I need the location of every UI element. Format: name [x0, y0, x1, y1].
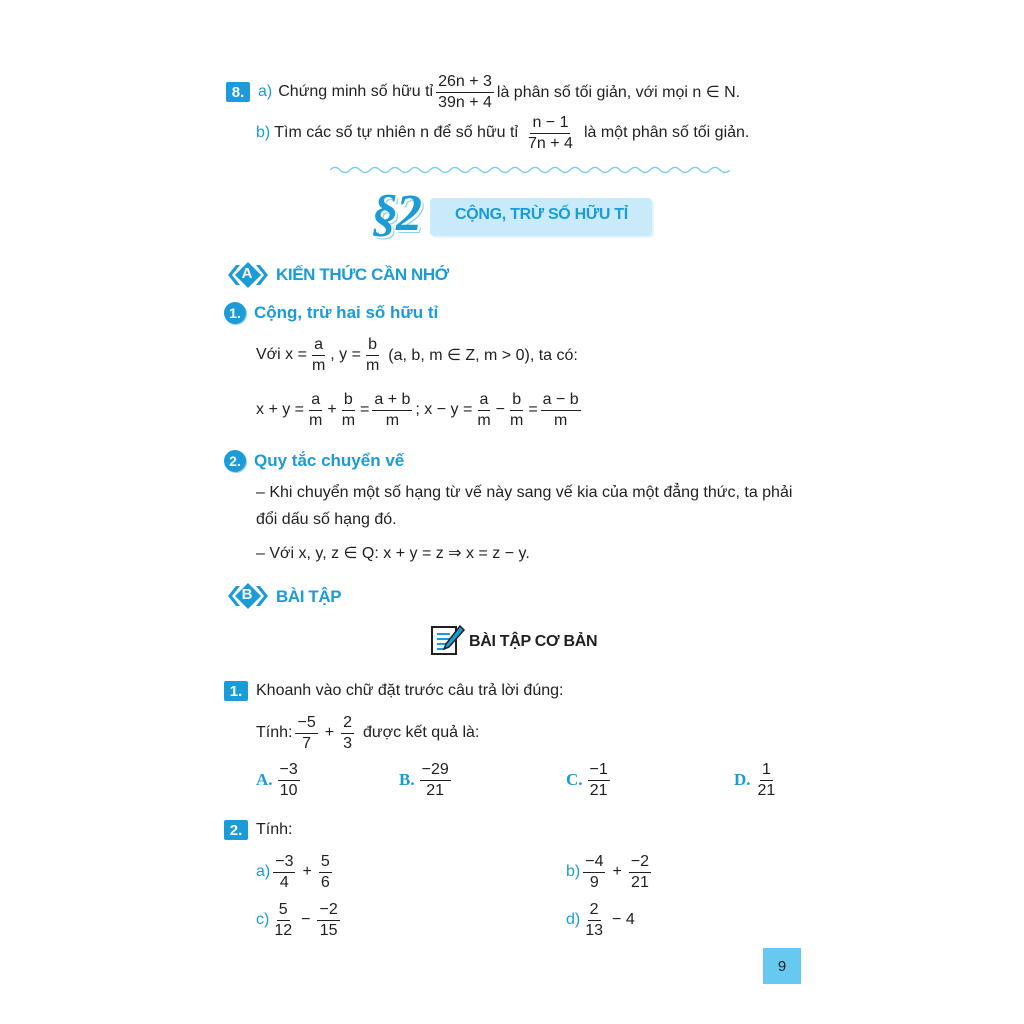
wavy-divider: [330, 164, 730, 176]
numerator: n − 1: [530, 114, 570, 134]
exercise-8-part-b: [256, 113, 749, 153]
exercise-text: là một phân số tối giản.: [583, 124, 750, 141]
formula-text: x + y =: [256, 401, 305, 418]
numerator: b: [510, 391, 523, 411]
formula-text: , y =: [330, 346, 361, 363]
numerator: 2: [341, 714, 354, 734]
formula-line-1: [256, 334, 578, 376]
numerator: b: [366, 336, 379, 356]
numerator: −1: [588, 761, 610, 781]
part-label: d): [566, 911, 581, 928]
part-label: b): [256, 124, 271, 141]
formula-text: (a, b, m ∈ Z, m > 0), ta có:: [388, 347, 578, 364]
operator: +: [327, 401, 337, 418]
numerator: a: [309, 391, 322, 411]
numerator: 5: [319, 853, 332, 873]
denominator: 21: [757, 781, 776, 799]
exercise-text: là phân số tối giản, với mọi n ∈ N.: [496, 84, 741, 101]
fraction: [272, 901, 294, 939]
answer-option-d[interactable]: [734, 758, 780, 802]
denominator: 13: [585, 921, 604, 939]
exercise-text: Tìm các số tự nhiên n để số hữu tỉ: [274, 124, 518, 141]
question-number-badge: 1.: [224, 681, 248, 701]
operator: −: [495, 401, 505, 418]
fraction: [588, 761, 610, 799]
fraction: [273, 853, 295, 891]
denominator: 3: [343, 734, 352, 752]
fraction: [629, 853, 651, 891]
fraction: [372, 391, 412, 429]
numerator: −5: [295, 714, 317, 734]
numerator: a − b: [541, 391, 581, 411]
knowledge-item-1-heading: [224, 300, 438, 326]
numerator: −2: [629, 853, 651, 873]
part-a-title: KIẾN THỨC CẦN NHỚ: [276, 265, 449, 284]
numerator: 5: [277, 901, 290, 921]
numerator: −3: [273, 853, 295, 873]
answer-option-b[interactable]: [399, 758, 454, 802]
question-1-calculation: [256, 712, 479, 754]
question-1-prompt: [224, 679, 563, 703]
question-text: được kết quả là:: [362, 724, 480, 741]
operator: +: [324, 724, 335, 741]
part-a-letter: A: [241, 265, 253, 282]
operator: +: [612, 863, 622, 880]
fraction: [420, 761, 451, 799]
denominator: m: [309, 411, 323, 429]
denominator: 39n + 4: [438, 93, 492, 111]
item-number-badge: 1.: [224, 302, 246, 324]
fraction: [341, 714, 354, 752]
page-number: 9: [763, 948, 801, 984]
option-letter: D.: [734, 770, 751, 789]
fraction: [278, 761, 300, 799]
notepad-pencil-icon: [430, 623, 466, 657]
formula-text: ; x − y =: [415, 401, 473, 418]
fraction: [436, 73, 494, 111]
fraction: [307, 391, 324, 429]
fraction: [583, 901, 605, 939]
section-title: CỘNG, TRỪ SỐ HỮU TỈ: [455, 206, 628, 223]
option-letter: A.: [256, 770, 273, 789]
item-number-badge: 2.: [224, 450, 246, 472]
question-2-prompt: [224, 818, 292, 842]
question-text: Tính:: [256, 821, 293, 838]
part-label: a): [258, 83, 273, 100]
part-b-title: BÀI TẬP: [276, 587, 342, 606]
denominator: 6: [320, 873, 330, 891]
denominator: 15: [319, 921, 338, 939]
denominator: 9: [589, 873, 599, 891]
fraction: [317, 901, 339, 939]
denominator: 7n + 4: [528, 134, 573, 152]
numerator: −29: [420, 761, 451, 781]
answer-option-c[interactable]: [566, 758, 613, 802]
operator: −: [301, 911, 311, 928]
fraction: [340, 391, 357, 429]
fraction: [475, 391, 492, 429]
denominator: 10: [279, 781, 298, 799]
question-text: Tính:: [256, 724, 293, 741]
question-text: Khoanh vào chữ đặt trước câu trả lời đúng:: [256, 682, 564, 699]
numerator: 1: [760, 761, 773, 781]
fraction: [508, 391, 525, 429]
knowledge-item-2-heading: [224, 448, 404, 474]
question-number-badge: 2.: [224, 820, 248, 840]
numerator: −3: [278, 761, 300, 781]
denominator: 12: [274, 921, 293, 939]
fraction: [541, 391, 581, 429]
numerator: a: [312, 336, 325, 356]
denominator: 7: [302, 734, 312, 752]
denominator: m: [311, 356, 326, 374]
exercise-8-part-a: [226, 72, 740, 112]
fraction: [310, 336, 327, 374]
denominator: 21: [631, 873, 649, 891]
denominator: m: [554, 411, 568, 429]
exercise-text: Chứng minh số hữu tỉ: [278, 83, 434, 100]
numerator: −4: [583, 853, 605, 873]
rule-text-line-1: – Khi chuyển một số hạng từ vế này sang vế kia của một đẳng thức, ta phải: [256, 484, 793, 501]
denominator: 21: [589, 781, 608, 799]
denominator: 4: [279, 873, 289, 891]
answer-option-a[interactable]: [256, 758, 303, 802]
numerator: 2: [588, 901, 601, 921]
basic-exercises-heading: BÀI TẬP CƠ BẢN: [469, 633, 598, 650]
denominator: 21: [426, 781, 445, 799]
denominator: m: [477, 411, 491, 429]
part-label: c): [256, 911, 270, 928]
denominator: m: [341, 411, 356, 429]
denominator: m: [365, 356, 380, 374]
exercise-number-badge: 8.: [226, 82, 250, 102]
numerator: −2: [317, 901, 339, 921]
part-b-letter: B: [241, 586, 253, 603]
denominator: m: [385, 411, 400, 429]
numerator: b: [342, 391, 355, 411]
section-symbol: §2: [372, 185, 420, 242]
fraction: [526, 114, 575, 152]
item-title: Quy tắc chuyển vế: [254, 451, 405, 470]
operator: +: [302, 863, 312, 880]
question-2-part-d: [566, 898, 639, 942]
fraction: [364, 336, 381, 374]
formula-text: Với x =: [256, 346, 307, 363]
fraction: [583, 853, 605, 891]
part-label: b): [566, 863, 581, 880]
operator: =: [360, 401, 370, 418]
option-letter: B.: [399, 770, 415, 789]
rule-text-line-3: – Với x, y, z ∈ Q: x + y = z ⇒ x = z − y.: [256, 545, 530, 562]
numerator: 26n + 3: [436, 73, 494, 93]
operator: − 4: [612, 911, 635, 928]
question-2-part-c: [256, 898, 343, 942]
rule-text-line-2: đổi dấu số hạng đó.: [256, 511, 397, 528]
item-title: Cộng, trừ hai số hữu tỉ: [254, 303, 439, 322]
fraction: [756, 761, 778, 799]
question-2-part-b: [566, 850, 654, 894]
formula-line-2: [256, 389, 584, 431]
question-2-part-a: [256, 850, 335, 894]
numerator: a: [478, 391, 491, 411]
fraction: [295, 714, 317, 752]
denominator: m: [510, 411, 524, 429]
fraction: [319, 853, 332, 891]
part-label: a): [256, 863, 271, 880]
operator: =: [528, 401, 538, 418]
option-letter: C.: [566, 770, 583, 789]
numerator: a + b: [372, 391, 412, 411]
